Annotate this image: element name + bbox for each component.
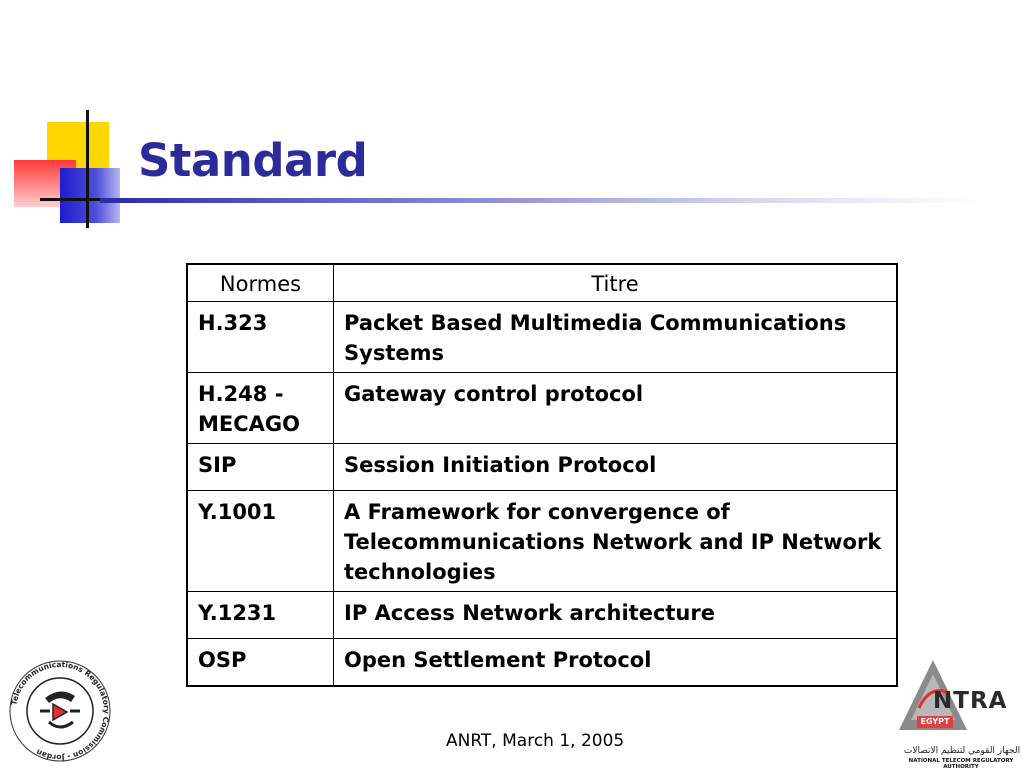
cell-titre: Packet Based Multimedia Communications Systems bbox=[334, 302, 898, 373]
cell-norme: H.248 - MECAGO bbox=[187, 373, 334, 444]
table-row bbox=[187, 639, 897, 687]
title-underline bbox=[100, 198, 980, 203]
cell-titre: IP Access Network architecture bbox=[334, 592, 898, 639]
blue-square bbox=[60, 168, 120, 223]
cell-norme: SIP bbox=[187, 444, 334, 491]
header-normes: Normes bbox=[187, 264, 334, 302]
cell-titre: Session Initiation Protocol bbox=[334, 444, 898, 491]
vertical-line bbox=[86, 110, 89, 228]
trc-seal-graphic bbox=[5, 656, 115, 766]
table-header-row bbox=[187, 264, 897, 302]
ntra-egypt-logo-icon bbox=[895, 656, 1024, 768]
table-row bbox=[187, 491, 897, 592]
cell-titre: A Framework for convergence of Telecommunications Network and IP Network technologies bbox=[334, 491, 898, 592]
title-decoration bbox=[0, 0, 150, 240]
seal-ring-text: Telecommunications Regulatory Commission - Jordan bbox=[9, 659, 112, 763]
horizontal-line bbox=[40, 198, 100, 201]
slide-title: Standard bbox=[138, 134, 368, 187]
table-row bbox=[187, 373, 897, 444]
cell-titre: Gateway control protocol bbox=[334, 373, 898, 444]
ntra-arabic-name: الجهاز القومي لتنظيم الاتصالات bbox=[903, 746, 1021, 756]
header-titre: Titre bbox=[334, 264, 898, 302]
ntra-name: NTRA bbox=[933, 688, 1008, 714]
ntra-country: EGYPT bbox=[917, 716, 953, 728]
table-row bbox=[187, 302, 897, 373]
cell-norme: Y.1001 bbox=[187, 491, 334, 592]
table-row bbox=[187, 444, 897, 491]
table-row bbox=[187, 592, 897, 639]
cell-norme: H.323 bbox=[187, 302, 334, 373]
slide-footer: ANRT, March 1, 2005 bbox=[446, 731, 625, 751]
standards-table bbox=[186, 263, 898, 687]
cell-norme: Y.1231 bbox=[187, 592, 334, 639]
cell-norme: OSP bbox=[187, 639, 334, 687]
cell-titre: Open Settlement Protocol bbox=[334, 639, 898, 687]
ntra-english-name: NATIONAL TELECOM REGULATORY AUTHORITY bbox=[908, 758, 1014, 770]
trc-jordan-seal-icon bbox=[5, 656, 115, 766]
